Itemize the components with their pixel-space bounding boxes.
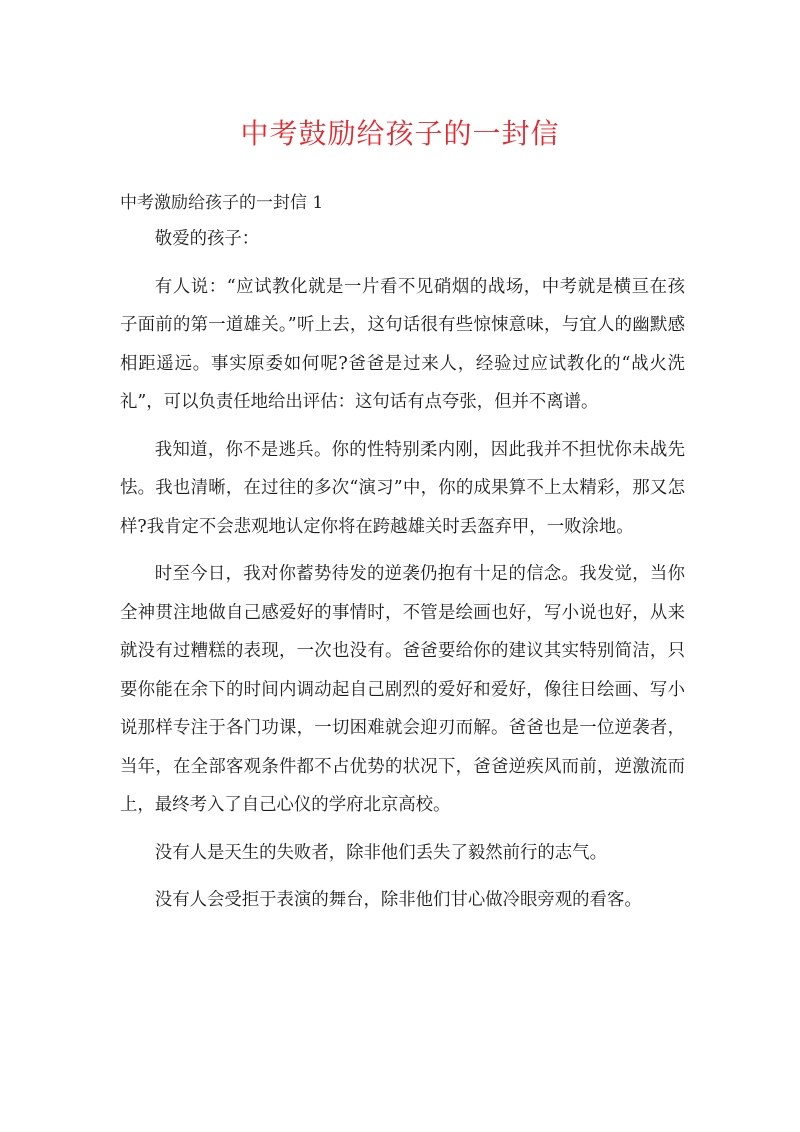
document-title: 中考鼓励给孩子的一封信 xyxy=(240,117,560,150)
paragraph: 时至今日，我对你蓄势待发的逆袭仍抱有十足的信念。我发觉，当你全神贯注地做自己感爱好的事情时，不管是绘画也好，写小说也好，从来就没有过糟糕的表现，一次也没有。爸爸要给你的建议其实特别简洁，只要你能在余下的时间内调动起自己剧烈的爱好和爱好，像往日绘画、写小说那样专注于各门功课，一切困难就会迎刃而解。爸爸也是一位逆袭者，当年，在全部客观条件都不占优势的状况下，爸爸逆疾风而前，逆激流而上，最终考入了自己心仪的学府北京高校。 xyxy=(120,564,685,815)
paragraph: 没有人是天生的失败者，除非他们丢失了毅然前行的志气。 xyxy=(154,842,607,863)
letter-body xyxy=(120,220,685,929)
salutation: 敬爱的孩子： xyxy=(154,229,260,249)
letter-heading: 中考激励给孩子的一封信 1 xyxy=(120,193,324,213)
paragraph: 我知道，你不是逃兵。你的性特别柔内刚，因此我并不担忧你未战先怯。我也清晰，在过往的多次“演习”中，你的成果算不上太精彩，那又怎样?我肯定不会悲观地认定你将在跨越雄关时丢盔弃甲，一败涂地。 xyxy=(120,439,685,537)
paragraph: 有人说：“应试教化就是一片看不见硝烟的战场，中考就是横亘在孩子面前的第一道雄关。”听上去，这句话很有些惊悚意味，与宜人的幽默感相距遥远。事实原委如何呢?爸爸是过来人，经验过应试教化的“战火洗礼”，可以负责任地给出评估：这句话有点夸张，但并不离谱。 xyxy=(120,276,685,412)
paragraph: 没有人会受拒于表演的舞台，除非他们甘心做冷眼旁观的看客。 xyxy=(154,890,642,910)
